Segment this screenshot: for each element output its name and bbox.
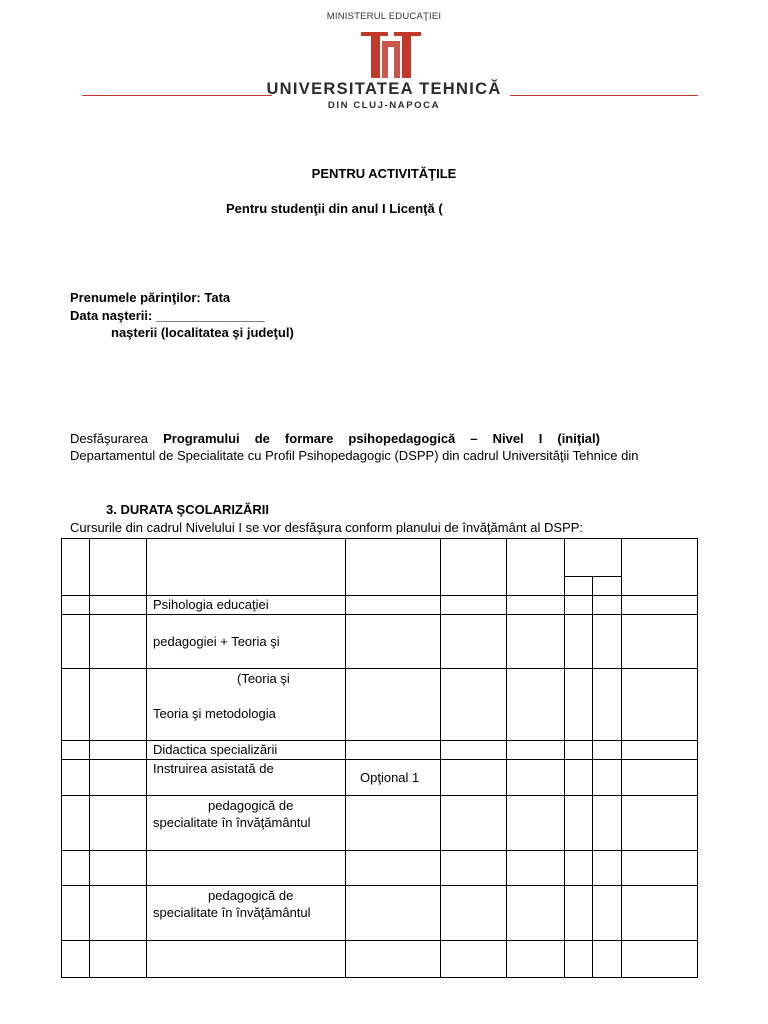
- table-row: [62, 796, 698, 851]
- option-cell: [346, 596, 441, 615]
- university-logo: [360, 29, 422, 79]
- course-cell: Psihologia educaţiei: [147, 596, 346, 615]
- document-title: PENTRU ACTIVITĂŢILE: [311, 166, 457, 181]
- course-cell: [147, 941, 346, 978]
- course-cell-line2: Teoria şi metodologia: [153, 706, 276, 721]
- option-cell: [346, 796, 441, 851]
- document-subtitle: Pentru studenţii din anul I Licenţă (: [226, 201, 443, 216]
- option-cell: [346, 615, 441, 669]
- course-cell: [147, 796, 346, 851]
- section-heading: 3. DURATA ŞCOLARIZĂRII: [106, 502, 269, 517]
- birth-date-field: Data naşterii: _______________: [70, 308, 265, 323]
- program-paragraph-line1: [70, 431, 600, 447]
- course-cell-line2: specialitate în învăţământul: [153, 815, 311, 830]
- table-row: [62, 741, 698, 760]
- table-row: [62, 615, 698, 669]
- table-header-row: [62, 539, 698, 577]
- table-row: [62, 669, 698, 741]
- option-cell: [346, 741, 441, 760]
- ministry-label: MINISTERUL EDUCAŢIEI: [326, 11, 442, 22]
- table-row: [62, 851, 698, 886]
- curriculum-table: [61, 538, 698, 978]
- course-cell-line1: (Teoria şi: [237, 671, 290, 686]
- paragraph-prefix: Desfăşurarea: [70, 431, 149, 446]
- option-cell: [346, 886, 441, 941]
- section-intro: Cursurile din cadrul Nivelului I se vor desfăşura conform planului de învăţământ al DSPP:: [70, 520, 584, 535]
- course-cell-line1: pedagogică de: [208, 888, 294, 903]
- course-cell: pedagogiei + Teoria şi: [147, 615, 346, 669]
- table-row: [62, 760, 698, 796]
- birth-place-field: naşterii (localitatea şi judeţul): [111, 325, 294, 340]
- table-row: [62, 886, 698, 941]
- course-cell-line2: specialitate în învăţământul: [153, 905, 311, 920]
- course-cell-line1: pedagogică de: [208, 798, 294, 813]
- program-name: Programului de formare psihopedagogică – Nivel I (iniţial): [163, 431, 600, 446]
- course-cell: [147, 851, 346, 886]
- course-cell: Instruirea asistată de: [147, 760, 346, 796]
- university-name: UNIVERSITATEA TEHNICĂ: [266, 80, 502, 98]
- university-city: DIN CLUJ-NAPOCA: [327, 100, 441, 111]
- table-row: [62, 941, 698, 978]
- option-cell: Opţional 1: [346, 760, 441, 796]
- option-cell: [346, 851, 441, 886]
- course-cell: [147, 669, 346, 741]
- course-cell: Didactica specializării: [147, 741, 346, 760]
- table-row: [62, 596, 698, 615]
- option-cell: [346, 669, 441, 741]
- parents-field: Prenumele părinţilor: Tata: [70, 290, 231, 305]
- option-cell: [346, 941, 441, 978]
- program-paragraph-line2: Departamentul de Specialitate cu Profil Psihopedagogic (DSPP) din cadrul Universităţii Tehnice din: [70, 448, 639, 463]
- course-cell: [147, 886, 346, 941]
